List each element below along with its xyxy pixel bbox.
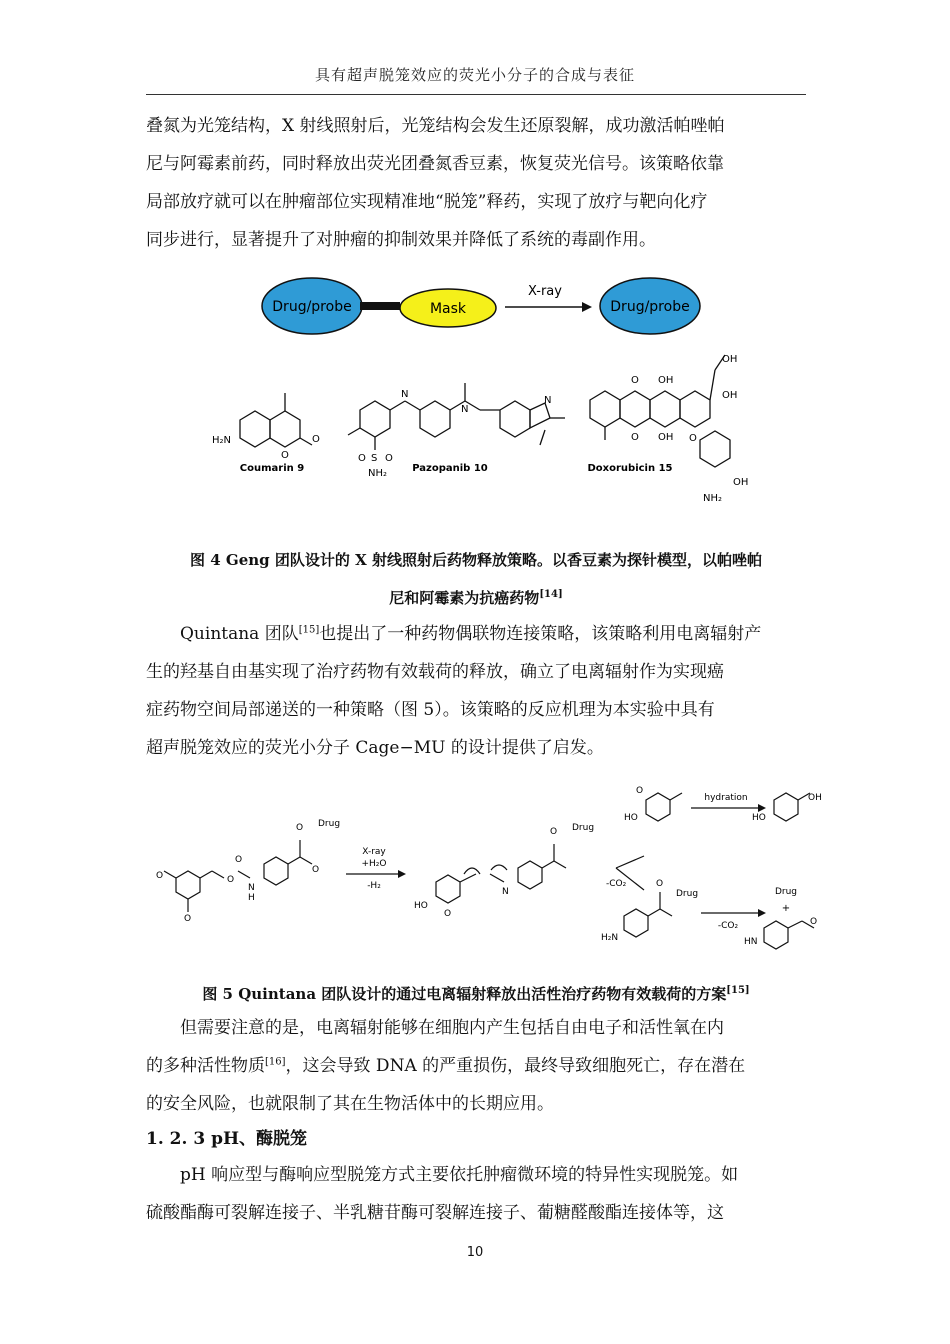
start-o6: O xyxy=(312,865,320,875)
pazopanib-ring-n: N xyxy=(544,395,552,406)
arrow-head xyxy=(398,870,406,878)
pazopanib-structure xyxy=(348,383,565,450)
paragraph-line: 同步进行，显著提升了对肿瘤的抑制效果并降低了系统的毒副作用。 xyxy=(146,230,656,250)
citation-ref: [15] xyxy=(726,985,750,996)
paragraph-line xyxy=(146,615,806,653)
doxorubicin-oh1: OH xyxy=(658,375,674,386)
paragraph-3 xyxy=(146,1009,806,1123)
pazopanib-n-methyl: N xyxy=(461,404,469,415)
start-o5: O xyxy=(296,823,304,833)
page-number: 10 xyxy=(466,1245,484,1260)
intermediate-drug: Drug xyxy=(572,823,595,833)
running-header: 具有超声脱笼效应的荧光小分子的合成与表征 xyxy=(314,66,635,84)
hydration-label: hydration xyxy=(704,793,748,803)
doxorubicin-ring-o: O xyxy=(689,433,697,444)
figure-4 xyxy=(200,275,760,515)
coumarin-carbonyl-o: O xyxy=(312,434,320,445)
drug-probe-label: Drug/probe xyxy=(272,299,352,315)
doxorubicin-quinone-o1: O xyxy=(631,375,639,386)
section-heading: 1. 2. 3 pH、酶脱笼 xyxy=(146,1129,308,1149)
figure-5 xyxy=(146,778,826,960)
mask-label: Mask xyxy=(429,301,467,317)
paragraph-line: pH 响应型与酶响应型脱笼方式主要依托肿瘤微环境的特异性实现脱笼。如 xyxy=(180,1165,739,1185)
start-o3: O xyxy=(227,875,235,885)
caption-line xyxy=(146,579,806,617)
compound-label: Pazopanib 10 xyxy=(412,463,488,474)
paragraph-line: 的安全风险，也就限制了其在生物活体中的长期应用。 xyxy=(146,1094,554,1114)
paragraph-line: 生的羟基自由基实现了治疗药物有效载荷的释放，确立了电离辐射作为实现癌 xyxy=(146,662,724,682)
paragraph-line: 硫酸酯酶可裂解连接子、半乳糖苷酶可裂解连接子、葡糖醛酸酯连接体等，这 xyxy=(146,1203,724,1223)
azaquinone-methide xyxy=(764,921,814,949)
azaquinone-hn: HN xyxy=(744,937,758,947)
aniline-intermediate xyxy=(624,892,672,937)
benzyl-alcohol xyxy=(774,793,810,821)
doxorubicin-oh5: OH xyxy=(733,477,749,488)
paragraph-line: 超声脱笼效应的荧光小分子 Cage−MU 的设计提供了启发。 xyxy=(146,738,604,758)
qm-o: O xyxy=(636,786,644,796)
aniline-o: O xyxy=(656,879,664,889)
co2-label-2: -CO₂ xyxy=(717,921,739,931)
caption-line: 图 4 Geng 团队设计的 X 射线照射后药物释放策略。以香豆素为探针模型，以帕唑帕 xyxy=(190,551,762,569)
start-o2: O xyxy=(184,914,192,924)
doxorubicin-oh3: OH xyxy=(722,390,738,401)
coumarin-h2n: H₂N xyxy=(212,435,232,446)
released-drug: Drug xyxy=(774,887,798,897)
start-o1: O xyxy=(156,871,164,881)
xray-label: X-ray xyxy=(528,284,562,299)
arrow-head xyxy=(758,804,766,812)
paragraph-line: 叠氮为光笼结构，X 射线照射后，光笼结构会发生还原裂解，成功激活帕唑帕 xyxy=(146,116,725,136)
aniline-h2n: H₂N xyxy=(601,933,619,943)
paragraph-line: 局部放疗就可以在肿瘤部位实现精准地“脱笼”释药，实现了放疗与靶向化疗 xyxy=(146,192,708,212)
paragraph-line: 尼与阿霉素前药，同时释放出荧光团叠氮香豆素，恢复荧光信号。该策略依靠 xyxy=(146,154,724,174)
paragraph-2 xyxy=(146,615,806,767)
compound-label: Doxorubicin 15 xyxy=(587,463,673,474)
arrow-head xyxy=(758,909,766,917)
header-rule xyxy=(146,94,806,95)
caption-text: 图 5 Quintana 团队设计的通过电离辐射释放出活性治疗药物有效载荷的方案 xyxy=(202,985,727,1003)
citation-ref: [16] xyxy=(265,1056,286,1068)
caption-line xyxy=(146,975,806,1013)
pazopanib-sulfonyl-o1: O xyxy=(358,453,366,464)
compound-label: Coumarin 9 xyxy=(239,463,305,474)
figure-4-caption xyxy=(146,541,806,617)
doxorubicin-oh2: OH xyxy=(658,432,674,443)
paragraph-1 xyxy=(146,107,806,259)
product-ho: HO xyxy=(752,813,766,823)
starting-molecule xyxy=(164,840,312,912)
coumarin-structure xyxy=(240,393,312,447)
coumarin-ring-o: O xyxy=(281,450,289,461)
plus-sign: + xyxy=(781,903,791,914)
branch-arrow-up xyxy=(616,856,644,868)
xray-label: X-ray xyxy=(362,847,386,857)
figure-5-caption xyxy=(146,975,806,1013)
h2o-label: +H₂O xyxy=(361,859,387,869)
doxorubicin-nh2: NH₂ xyxy=(703,493,723,504)
intermediate-o: O xyxy=(444,909,452,919)
doxorubicin-structure xyxy=(590,355,730,467)
product-oh: OH xyxy=(808,793,822,803)
paragraph-text: 的多种活性物质 xyxy=(146,1056,265,1076)
start-drug: Drug xyxy=(318,819,341,829)
citation-ref: [15] xyxy=(298,624,320,636)
azaquinone-o: O xyxy=(810,917,818,927)
qm-ho: HO xyxy=(624,813,638,823)
paragraph-line: 但需要注意的是，电离辐射能够在细胞内产生包括自由电子和活性氧在内 xyxy=(180,1018,724,1038)
start-n: N xyxy=(248,883,255,893)
intermediate-ho: HO xyxy=(414,901,428,911)
intermediate-molecule xyxy=(436,844,566,903)
intermediate-o2: O xyxy=(550,827,558,837)
quinone-methide xyxy=(646,793,682,821)
arrow-head xyxy=(582,302,592,312)
start-o4: O xyxy=(235,855,243,865)
paragraph-text: ，这会导致 DNA 的严重损伤，最终导致细胞死亡，存在潜在 xyxy=(285,1056,746,1076)
doxorubicin-oh4: OH xyxy=(722,354,738,365)
linker-bar xyxy=(360,302,400,310)
co2-label-1: -CO₂ xyxy=(606,879,627,889)
released-drug-label: Drug/probe xyxy=(610,299,690,315)
caption-text: 尼和阿霉素为抗癌药物 xyxy=(389,589,540,607)
paragraph-line xyxy=(146,1047,806,1085)
citation-ref: [14] xyxy=(539,589,563,600)
pazopanib-sulfur: S xyxy=(371,453,378,464)
doxorubicin-quinone-o2: O xyxy=(631,432,639,443)
intermediate-n: N xyxy=(502,887,509,897)
h2-label: -H₂ xyxy=(367,881,381,891)
pazopanib-sulfonyl-o2: O xyxy=(385,453,393,464)
paragraph-text: Quintana 团队 xyxy=(180,624,299,644)
start-h: H xyxy=(248,893,255,903)
paragraph-line: 症药物空间局部递送的一种策略（图 5）。该策略的反应机理为本实验中具有 xyxy=(146,700,715,720)
pazopanib-nh2: NH₂ xyxy=(368,468,388,479)
pazopanib-nh: N xyxy=(401,389,409,400)
paragraph-text: 也提出了一种药物偶联物连接策略，该策略利用电离辐射产 xyxy=(319,624,762,644)
aniline-drug: Drug xyxy=(676,889,699,899)
paragraph-4 xyxy=(146,1156,806,1232)
